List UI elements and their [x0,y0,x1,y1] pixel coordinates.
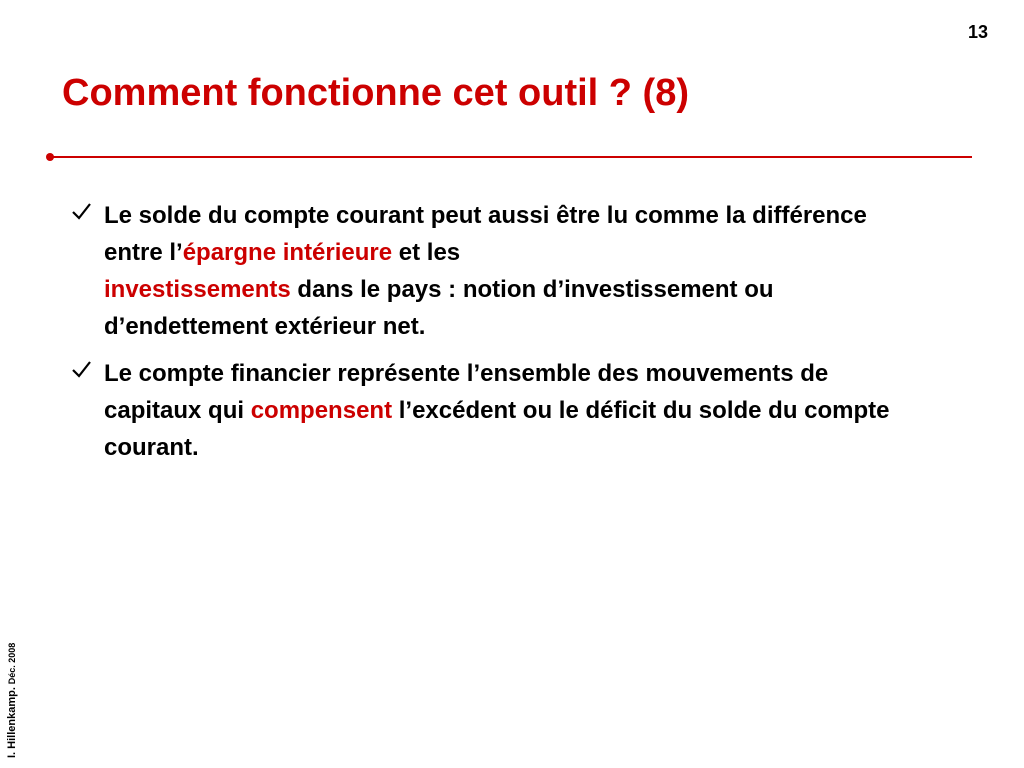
bullet-text: Le solde du compte courant peut aussi être lu comme la différence entre l’ [104,202,867,266]
highlight-term: compensent [250,397,393,424]
checkmark-icon [70,358,92,380]
title-divider [46,153,972,161]
bullet-text: Le compte financier représente l’ensemble des mouvements de capitaux qui [104,360,829,424]
footer-date: Déc. 2008 [7,642,17,685]
checkmark-icon [70,200,92,222]
highlight-term: épargne intérieure [182,239,393,266]
bullet-item [64,197,924,345]
footer-author: I. Hillenkamp. [6,687,18,758]
bullet-text: dans le pays : notion d’investissement ou d’endettement extérieur net. [104,276,774,340]
slide-title: Comment fonctionne cet outil ? (8) [62,72,689,114]
bullet-list [64,197,924,476]
bullet-item [64,355,924,466]
bullet-text: l’excédent ou le déficit du solde du compte courant. [104,397,890,461]
divider-line [52,156,972,158]
highlight-term: investissements [104,276,291,303]
page-number: 13 [967,22,988,42]
bullet-text: et les [392,239,461,266]
